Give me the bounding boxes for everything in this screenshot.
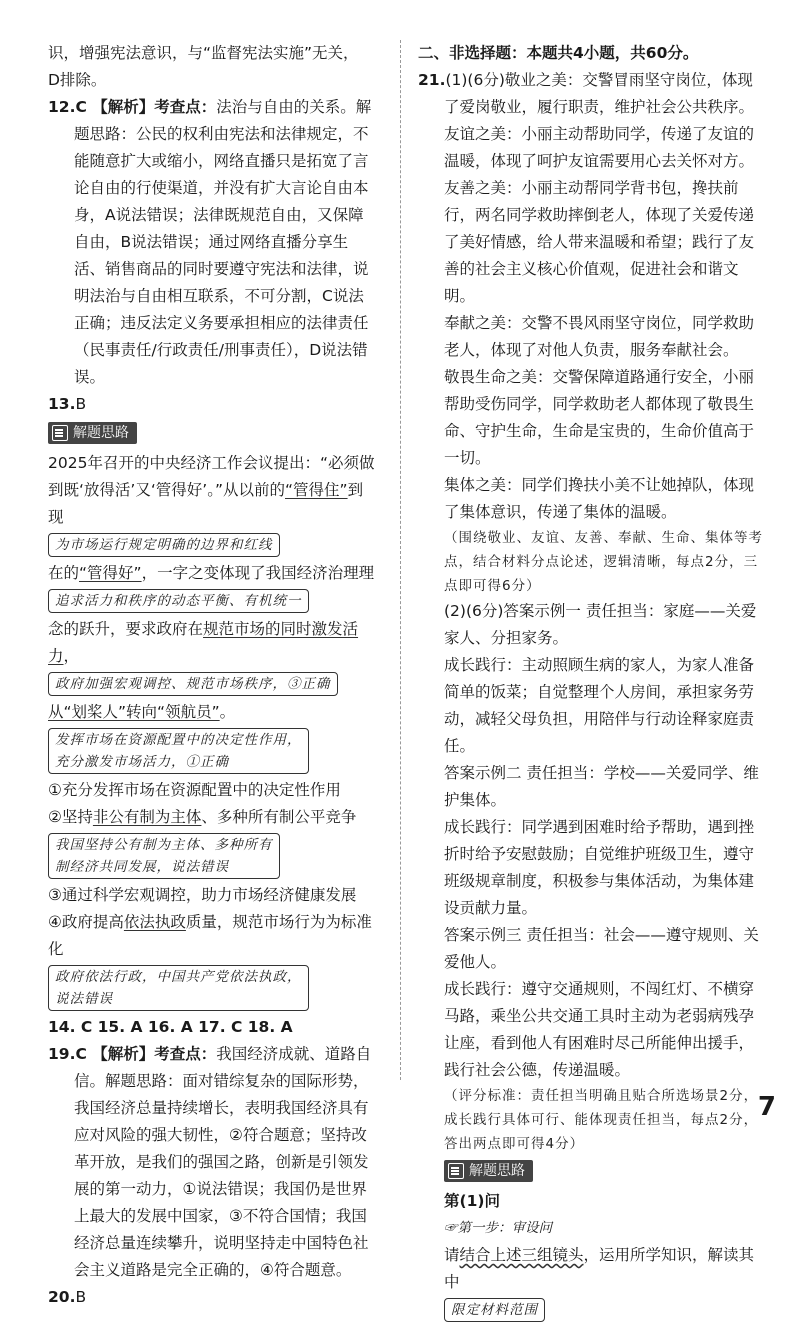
- option-3: ③通过科学宏观调控，助力市场经济健康发展: [48, 886, 357, 904]
- option-2: ②坚持非公有制为主体、多种所有制公平竞争: [48, 808, 357, 826]
- left-column: [48, 40, 378, 1311]
- q19-number: 19.: [48, 1045, 76, 1063]
- kindness-beauty: 友善之美：小丽主动帮同学背书包，搀扶前行，两名同学救助摔倒老人，体现了关爱传递了美好情感，给人带来温暖和希望；践行了友善的社会主义核心价值观，促进社会和谐文明。: [444, 179, 755, 305]
- solution-badge: [48, 422, 137, 444]
- collective-beauty: 集体之美：同学们搀扶小美不让她掉队，体现了集体意识，传递了集体的温暖。: [444, 476, 755, 521]
- page-number: 7: [757, 1092, 776, 1122]
- growth-practice-3: 成长践行：遵守交通规则，不闯红灯、不横穿马路，乘坐公共交通工具时主动为老弱病残孕让座，看到他人有困难时尽己所能伸出援手，践行社会公德，传递温暖。: [444, 980, 755, 1079]
- answers-14-18: 14. C 15. A 16. A 17. C 18. A: [48, 1018, 293, 1036]
- step-1: ☞第一步：审设问: [444, 1220, 552, 1236]
- note-6: 政府依法行政，中国共产党依法执政， 说法错误: [48, 965, 309, 1011]
- note-1: 为市场运行规定明确的边界和红线: [48, 533, 280, 557]
- question-21: [418, 67, 768, 1325]
- q19-body: 我国经济成就、道路自信。解题思路：面对错综复杂的国际形势，我国经济总量持续增长，表明我国经济具有应对风险的强大韧性，②符合题意；坚持改革开放，是我们的强国之路，创新是引领发展的第一动力，①说法错误；我国仍是世界上最大的发展中国家，③不符合国情；我国经济总量连续攀升，说明坚持走中国特色社会主义道路是完全正确的，④符合题意。: [74, 1045, 372, 1279]
- question-13: [48, 391, 378, 418]
- note-icon: [52, 425, 68, 441]
- underline-guande-zhu: “管得住”: [285, 481, 348, 499]
- para-3: 念的跃升，要求政府在规范市场的同时激发活力，: [48, 620, 359, 665]
- option-4: ④政府提高依法执政质量，规范市场行为为标准化: [48, 913, 372, 958]
- q12-head: C 【解析】考查点：: [75, 98, 217, 116]
- q12-body: 法治与自由的关系。解题思路：公民的权利由宪法和法律规定，不能随意扩大或缩小，网络直播只是拓宽了言论自由的行使渠道，并没有扩大言论自由本身，A说法错误；法律既规范自由，又保障自由，B说法错误；通过网络直播分享生活、销售商品的同时要遵守宪法和法律，说明法治与自由相互联系，不可分割，C说法正确；违反法定义务要承担相应的法律责任（民事责任/行政责任/刑事责任），D说法错误。: [74, 98, 372, 386]
- underline-guifan: 规范市场的同时激发活力: [48, 620, 359, 665]
- growth-practice-1: 成长践行：主动照顾生病的家人，为家人准备简单的饭菜；自觉整理个人房间，承担家务劳动，减轻父母负担，用陪伴与行动诠释家庭责任。: [444, 656, 755, 755]
- underline-three-scenes: 结合上述三组镜头: [459, 1246, 584, 1264]
- note-5: 我国坚持公有制为主体、多种所有 制经济共同发展，说法错误: [48, 833, 280, 879]
- note-3: 政府加强宏观调控、规范市场秩序，③正确: [48, 672, 338, 696]
- life-beauty: 敬畏生命之美：交警保障道路通行安全，小丽帮助受伤同学，同学救助老人都体现了敬畏生命、守护生命，生命是宝贵的，生命价值高于一切。: [444, 368, 755, 467]
- note-4: 发挥市场在资源配置中的决定性作用， 充分激发市场活力，①正确: [48, 728, 309, 774]
- badge-label: 解题思路: [469, 1163, 525, 1179]
- q12-number: 12.: [48, 98, 76, 116]
- section-title: 二、非选择题：本题共4小题，共60分。: [418, 44, 699, 62]
- part-1-heading: 第(1)问: [444, 1192, 500, 1210]
- note-icon: [448, 1163, 464, 1179]
- example-2: 答案示例二 责任担当：学校——关爱同学、维护集体。: [444, 764, 759, 809]
- dedication-beauty: 奉献之美：交警不畏风雨坚守岗位，同学救助老人，体现了对他人负责，服务奉献社会。: [444, 314, 755, 359]
- option-1: ①充分发挥市场在资源配置中的决定性作用: [48, 781, 341, 799]
- q20-number: 20.: [48, 1288, 76, 1306]
- underline-yifa-zhizheng: 依法执政: [123, 913, 186, 931]
- scoring-note-2: （评分标准：责任担当明确且贴合所选场景2分，成长践行具体可行、能体现责任担当，每点2分，答出两点即可得4分）: [444, 1088, 759, 1152]
- q21-part2: (2)(6分)答案示例一 责任担当：家庭——关爱家人、分担家务。: [444, 602, 757, 647]
- q19-head: C 【解析】考查点：: [75, 1045, 217, 1063]
- friendship-beauty: 友谊之美：小丽主动帮助同学，传递了友谊的温暖，体现了呵护友谊需要用心去关怀对方。: [444, 125, 755, 170]
- question-20: [48, 1284, 378, 1311]
- q13-answer: B: [75, 395, 87, 413]
- intro-line-2: D排除。: [48, 71, 107, 89]
- underline-guande-hao: “管得好”: [79, 564, 142, 582]
- example-3: 答案示例三 责任担当：社会——遵守规则、关爱他人。: [444, 926, 759, 971]
- note-limit-range: 限定材料范围: [444, 1298, 545, 1322]
- intro-text: [48, 40, 378, 94]
- solution-section: [48, 418, 378, 1014]
- note-2: 追求活力和秩序的动态平衡、有机统一: [48, 589, 309, 613]
- right-column: [418, 40, 768, 1325]
- underline-lingHang: 从“划桨人”转向“领航员”: [48, 703, 220, 721]
- underline-fei-gongyou: 非公有制为主体: [92, 808, 202, 826]
- intro-line-1: 识，增强宪法意识，与“监督宪法实施”无关，: [48, 44, 359, 62]
- hand-pointer-icon: ☞: [444, 1220, 458, 1236]
- column-divider: [400, 40, 401, 1080]
- badge-label: 解题思路: [73, 425, 129, 441]
- q21-part1: (1)(6分)敬业之美：交警冒雨坚守岗位，体现了爱岗敬业，履行职责，维护社会公共秩序。: [444, 71, 755, 116]
- question-12: [48, 94, 378, 391]
- solution-badge-right: [444, 1160, 533, 1182]
- question-19: [48, 1041, 378, 1284]
- q13-number: 13.: [48, 395, 76, 413]
- para-1: 2025年召开的中央经济工作会议提出：“必须做到既‘放得活’又‘管得好’。”从以前的“管得住”到现: [48, 454, 375, 526]
- para-2: 在的“管得好”，一字之变体现了我国经济治理理: [48, 564, 375, 582]
- para-4: 从“划桨人”转向“领航员”。: [48, 703, 236, 721]
- q21-number: 21.: [418, 71, 446, 89]
- scoring-note-1: （围绕敬业、友谊、友善、奉献、生命、集体等考点，结合材料分点论述，逻辑清晰，每点2分，三点即可得6分）: [444, 530, 763, 594]
- growth-practice-2: 成长践行：同学遇到困难时给予帮助，遇到挫折时给予安慰鼓励；自觉维护班级卫生，遵守班级规章制度，积极参与集体活动，为集体建设贡献力量。: [444, 818, 755, 917]
- q20-answer: B: [75, 1288, 87, 1306]
- question-stem: 请结合上述三组镜头，运用所学知识，解读其中: [444, 1246, 755, 1291]
